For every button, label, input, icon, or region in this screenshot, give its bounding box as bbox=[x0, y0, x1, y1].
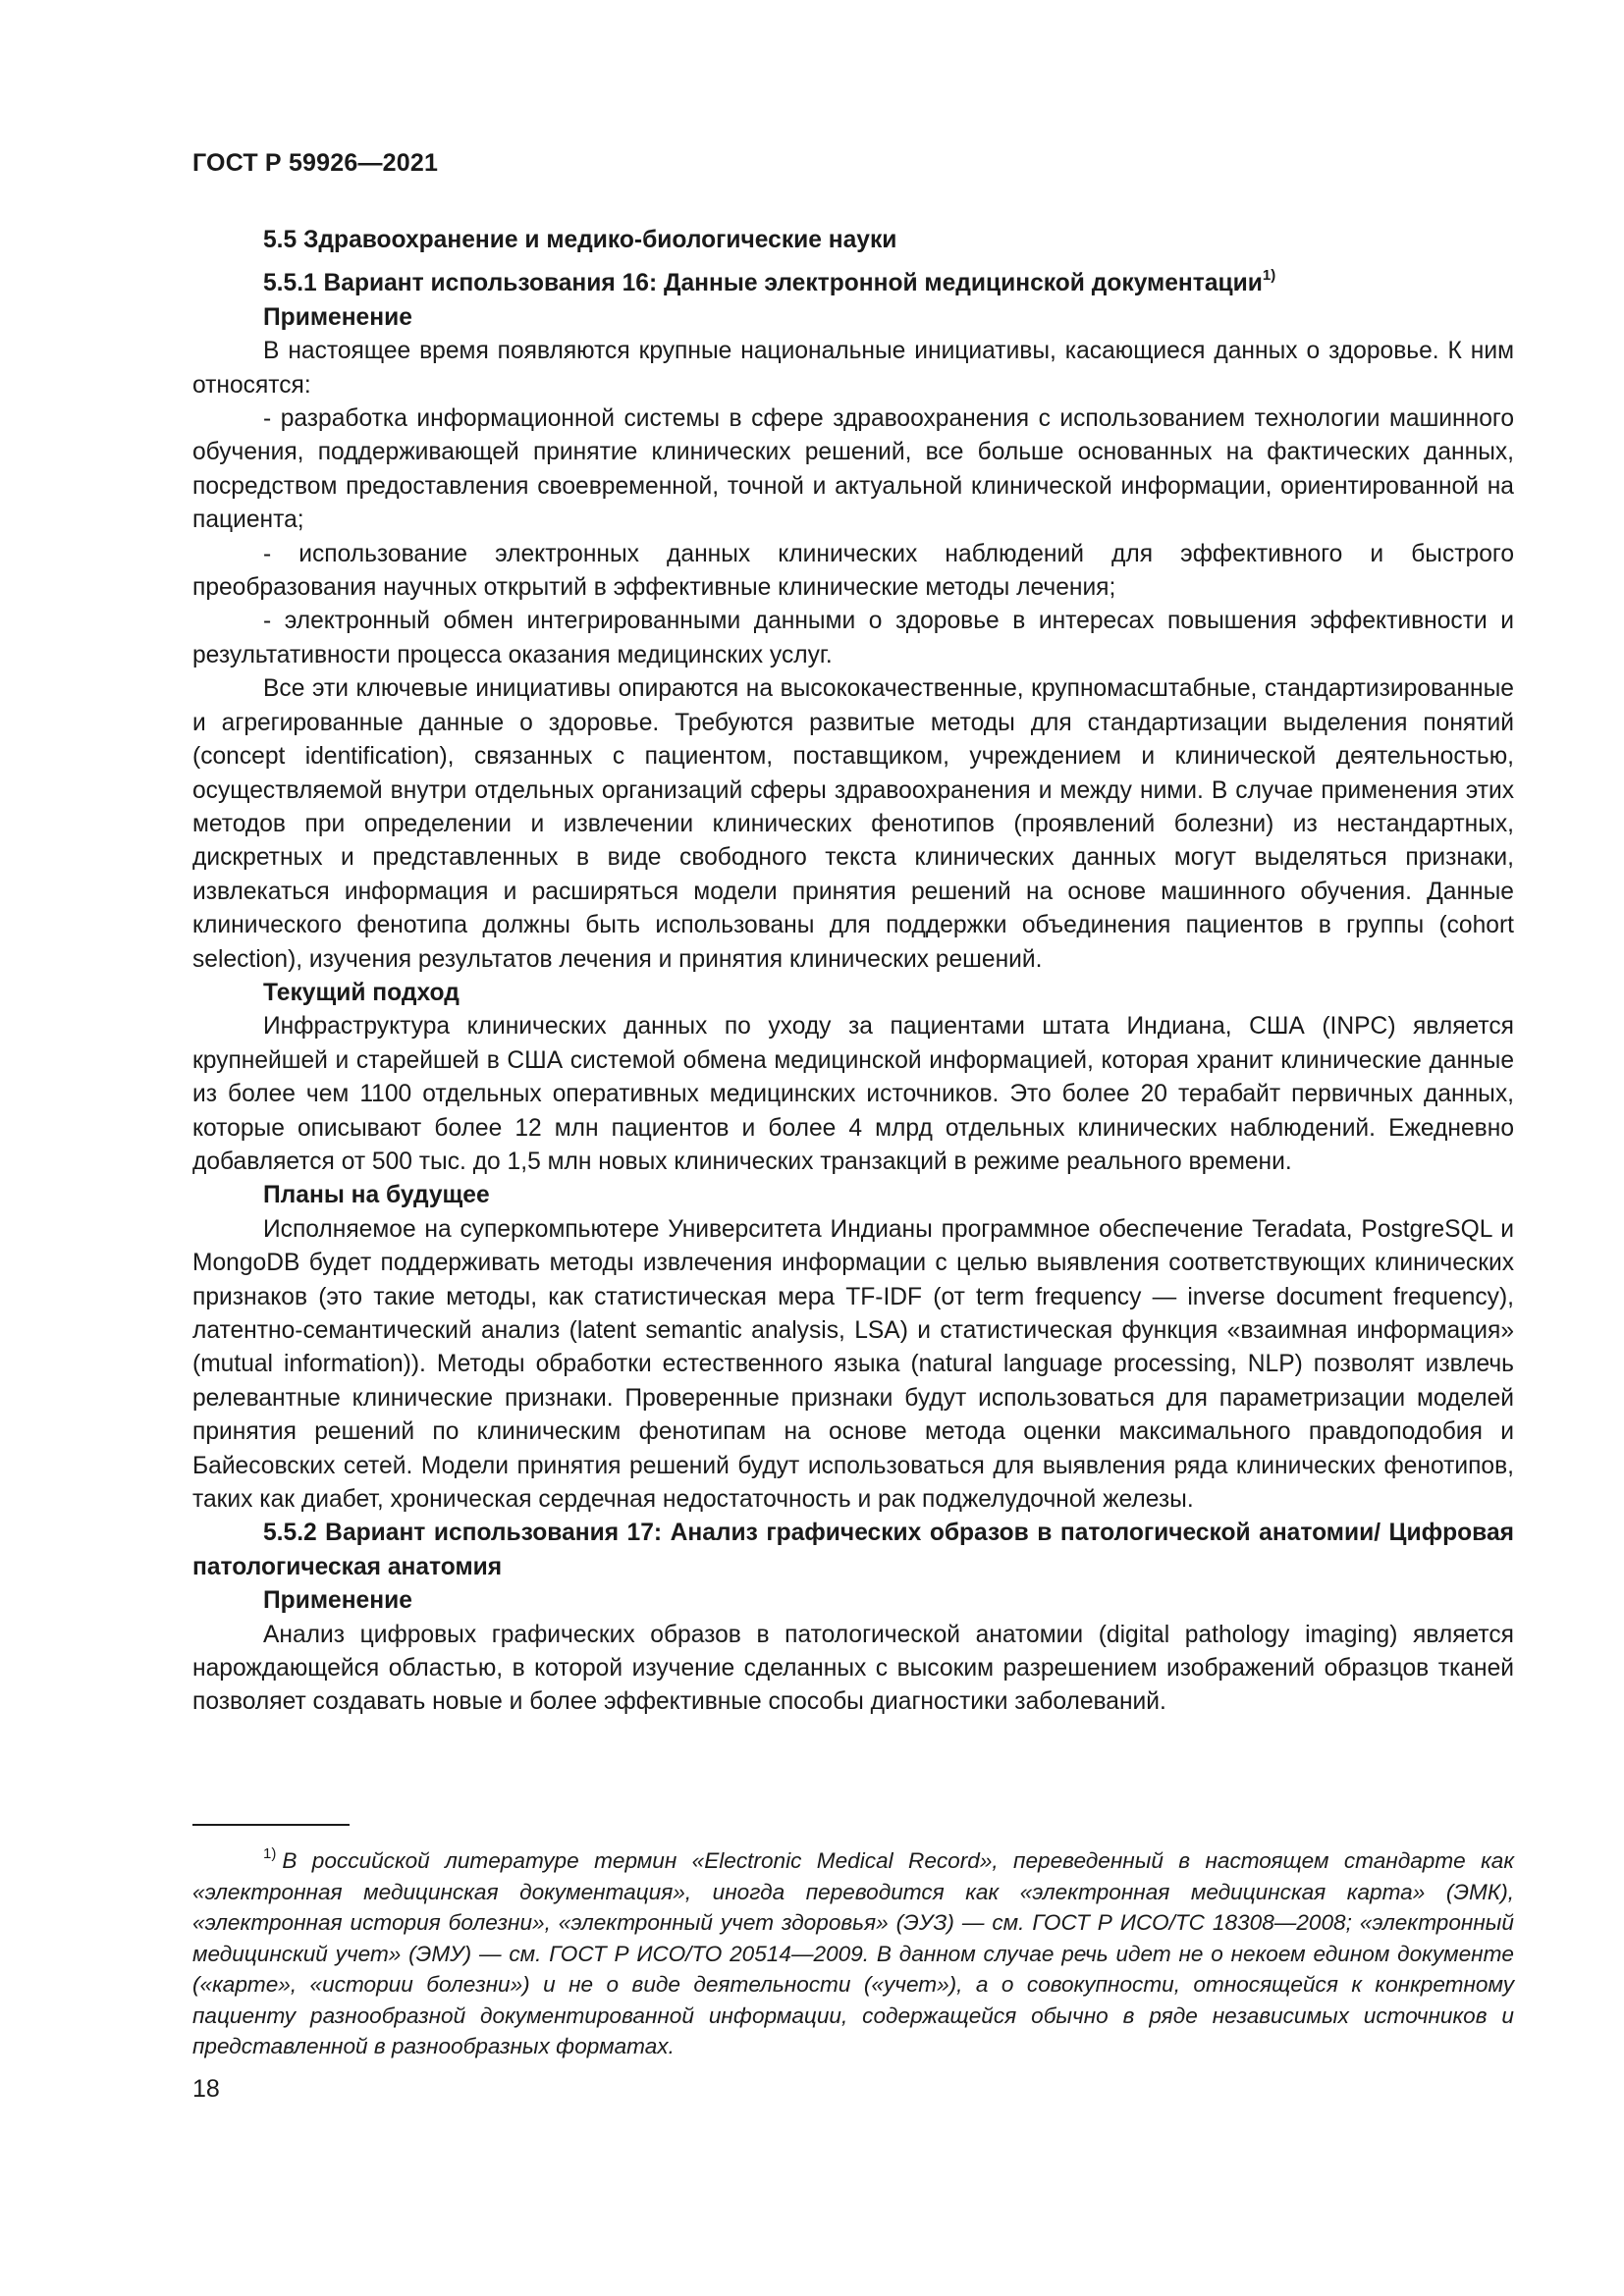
footnote-reference: 1) bbox=[1262, 267, 1276, 285]
usecase-17-application-heading: Применение bbox=[263, 1587, 412, 1615]
footnote-mark: 1) bbox=[263, 1845, 277, 1862]
standard-header: ГОСТ Р 59926—2021 bbox=[192, 149, 439, 177]
section-title-5-5: 5.5 Здравоохранение и медико-биологические науки bbox=[263, 227, 897, 253]
usecase-16-intro: В настоящее время появляются крупные национальные инициативы, касающиеся данных о здоровье. К ним относятся: bbox=[192, 338, 1514, 399]
usecase-16-key-initiatives-paragraph: Все эти ключевые инициативы опираются на высококачественные, крупномасштабные, стандартизированные и агрегированные данные о здоровье. Требуются развитые методы для стандартизации выделения понятий (concept identification), связанных с пациентом, поставщиком, учреждением и клинической деятельностью, осуществляемой внутри отдельных организаций сферы здравоохранения и между ними. В случае применения этих методов при определении и извлечении клинических фенотипов (проявлений болезни) из нестандартных, дискретных и представленных в виде свободного текста клинических данных могут выделяться признаки, извлекаться информация и расширяться модели принятия решений на основе машинного обучения. Данные клинического фенотипа должны быть использованы для поддержки объединения пациентов в группы (cohort selection), изучения результатов лечения и принятия клинических решений. bbox=[192, 675, 1514, 973]
footnote-paragraph bbox=[192, 1845, 1514, 2062]
usecase-16-title-text: 5.5.1 Вариант использования 16: Данные электронной медицинской документации bbox=[263, 270, 1263, 297]
list-item: - электронный обмен интегрированными данными о здоровье в интересах повышения эффективности и результативности процесса оказания медицинских услуг. bbox=[192, 608, 1514, 668]
footnote bbox=[192, 1845, 1514, 2062]
list-item: - разработка информационной системы в сфере здравоохранения с использованием технологии машинного обучения, поддерживающей принятие клинических решений, все больше основанных на фактических данных, посредством предоставления своевременной, точной и актуальной клинической информации, ориентированной на пациента; bbox=[192, 405, 1514, 534]
footnote-divider bbox=[192, 1824, 350, 1826]
usecase-16-future-paragraph: Исполняемое на суперкомпьютере Университета Индианы программное обеспечение Teradata, PostgreSQL и MongoDB будет поддерживать методы извлечения информации с целью выявления соответствующих клинических признаков (это такие методы, как статистическая мера TF-IDF (от term frequency — inverse document frequency), латентно-семантический анализ (latent semantic analysis, LSA) и статистическая функция «взаимная информация» (mutual information)). Методы обработки естественного языка (natural language processing, NLP) позволят извлечь релевантные клинические признаки. Проверенные признаки будут использоваться для параметризации моделей принятия решений по клиническим фенотипам на основе метода оценки максимального правдоподобия и Байесовских сетей. Модели принятия решений будут использоваться для выявления ряда клинических фенотипов, таких как диабет, хроническая сердечная недостаточность и рак поджелудочной железы. bbox=[192, 1215, 1514, 1514]
usecase-17-title: 5.5.2 Вариант использования 17: Анализ графических образов в патологической анатомии/ Цифровая патологическая анатомия bbox=[192, 1520, 1514, 1580]
usecase-16-application-heading: Применение bbox=[263, 303, 412, 331]
usecase-17-application-paragraph: Анализ цифровых графических образов в патологической анатомии (digital pathology imaging) является нарождающейся областью, в которой изучение сделанных с высоким разрешением изображений образцов тканей позволяет создавать новые и более эффективные способы диагностики заболеваний. bbox=[192, 1621, 1514, 1716]
main-content bbox=[192, 224, 1514, 1720]
footnote-text: В российской литературе термин «Electronic Medical Record», переведенный в настоящем стандарте как «электронная медицинская документация», иногда переводится как «электронная медицинская карта» (ЭМК), «электронная история болезни», «электронный учет здоровья» (ЭУЗ) — см. ГОСТ Р ИСО/ТС 18308—2008; «электронный медицинский учет» (ЭМУ) — см. ГОСТ Р ИСО/ТО 20514—2009. В данном случае речь идет не о некоем едином документе («карте», «истории болезни») и не о виде деятельности («учет»), а о совокупности, относящейся к конкретному пациенту разнообразной документированной информации, содержащейся обычно в ряде независимых источников и представленной в разнообразных форматах. bbox=[192, 1848, 1514, 2058]
page-number: 18 bbox=[192, 2075, 220, 2103]
usecase-16-current-heading: Текущий подход bbox=[263, 979, 460, 1006]
usecase-16-future-heading: Планы на будущее bbox=[263, 1182, 490, 1209]
usecase-16-current-paragraph: Инфраструктура клинических данных по уходу за пациентами штата Индиана, США (INPC) является крупнейшей и старейшей в США системой обмена медицинской информацией, которая хранит клинические данные из более чем 1100 отдельных оперативных медицинских источников. Это более 20 терабайт первичных данных, которые описывают более 12 млн пациентов и более 4 млрд отдельных клинических наблюдений. Ежедневно добавляется от 500 тыс. до 1,5 млн новых клинических транзакций в режиме реального времени. bbox=[192, 1013, 1514, 1175]
usecase-16-title bbox=[192, 267, 1514, 300]
list-item: - использование электронных данных клинических наблюдений для эффективного и быстрого преобразования научных открытий в эффективные клинические методы лечения; bbox=[192, 540, 1514, 602]
